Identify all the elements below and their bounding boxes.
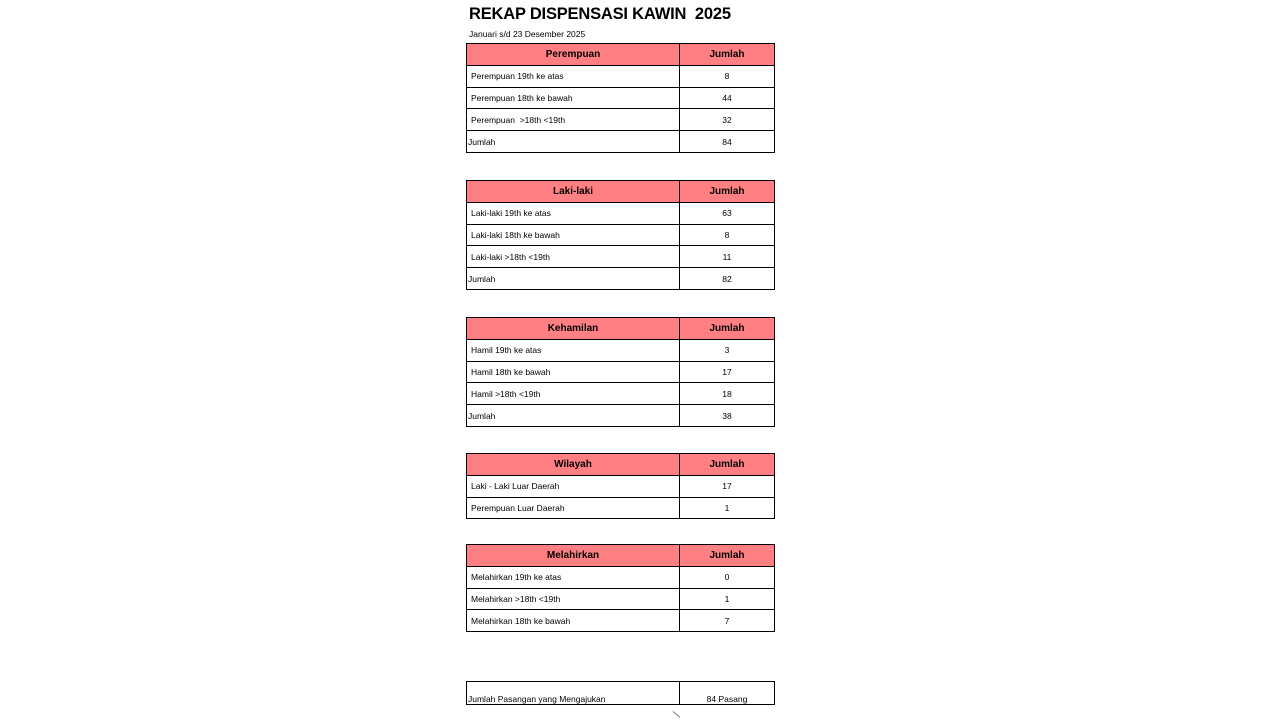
table-header-row (467, 181, 775, 203)
table-header-row (467, 318, 775, 340)
table-row (467, 588, 775, 610)
row-value: 32 (680, 109, 775, 131)
total-value: 84 Pasang (680, 682, 775, 705)
table-header-category: Kehamilan (467, 318, 680, 340)
table-header-jumlah: Jumlah (680, 44, 775, 66)
table-perempuan (466, 43, 775, 153)
table-row (467, 610, 775, 632)
table-total-pasangan (466, 681, 775, 705)
table-header-row (467, 44, 775, 66)
row-value: 44 (680, 87, 775, 109)
table-header-jumlah: Jumlah (680, 181, 775, 203)
row-label: Melahirkan 18th ke bawah (467, 610, 680, 632)
table-row (467, 475, 775, 497)
document-title: REKAP DISPENSASI KAWIN 2025 (469, 5, 731, 23)
table-wilayah (466, 453, 775, 519)
table-row (467, 246, 775, 268)
row-label: Perempuan Luar Daerah (467, 497, 680, 519)
table-header-category: Melahirkan (467, 545, 680, 567)
table-header-jumlah: Jumlah (680, 545, 775, 567)
row-label: Hamil 18th ke bawah (467, 361, 680, 383)
row-value: 11 (680, 246, 775, 268)
table-row (467, 497, 775, 519)
table-row (467, 224, 775, 246)
total-row (467, 682, 775, 705)
row-value: 38 (680, 405, 775, 427)
row-value: 3 (680, 339, 775, 361)
row-label: Perempuan >18th <19th (467, 109, 680, 131)
row-value: 7 (680, 610, 775, 632)
table-header-category: Perempuan (467, 44, 680, 66)
row-label: Laki-laki >18th <19th (467, 246, 680, 268)
table-melahirkan (466, 544, 775, 632)
row-value: 8 (680, 224, 775, 246)
row-label: Jumlah (467, 405, 680, 427)
table-row (467, 361, 775, 383)
table-header-category: Laki-laki (467, 181, 680, 203)
row-value: 8 (680, 65, 775, 87)
table-total-row (467, 131, 775, 153)
table-row (467, 87, 775, 109)
row-value: 82 (680, 268, 775, 290)
table-row (467, 339, 775, 361)
row-label: Laki - Laki Luar Daerah (467, 475, 680, 497)
row-label: Laki-laki 19th ke atas (467, 202, 680, 224)
row-value: 17 (680, 475, 775, 497)
row-label: Laki-laki 18th ke bawah (467, 224, 680, 246)
row-value: 1 (680, 588, 775, 610)
row-label: Perempuan 19th ke atas (467, 65, 680, 87)
row-label: Melahirkan 19th ke atas (467, 566, 680, 588)
document-period: Januari s/d 23 Desember 2025 (469, 29, 586, 39)
row-label: Jumlah (467, 131, 680, 153)
row-value: 84 (680, 131, 775, 153)
row-value: 1 (680, 497, 775, 519)
table-header-row (467, 454, 775, 476)
table-header-jumlah: Jumlah (680, 454, 775, 476)
row-label: Hamil 19th ke atas (467, 339, 680, 361)
table-header-row (467, 545, 775, 567)
table-header-category: Wilayah (467, 454, 680, 476)
row-label: Perempuan 18th ke bawah (467, 87, 680, 109)
row-value: 17 (680, 361, 775, 383)
row-label: Melahirkan >18th <19th (467, 588, 680, 610)
row-label: Hamil >18th <19th (467, 383, 680, 405)
cursor-mark (673, 711, 681, 718)
table-row (467, 202, 775, 224)
table-row (467, 109, 775, 131)
table-header-jumlah: Jumlah (680, 318, 775, 340)
table-total-row (467, 268, 775, 290)
row-value: 18 (680, 383, 775, 405)
row-value: 63 (680, 202, 775, 224)
table-row (467, 566, 775, 588)
table-total-row (467, 405, 775, 427)
table-kehamilan (466, 317, 775, 427)
table-row (467, 65, 775, 87)
row-value: 0 (680, 566, 775, 588)
table-laki-laki (466, 180, 775, 290)
total-label: Jumlah Pasangan yang Mengajukan (467, 682, 680, 705)
row-label: Jumlah (467, 268, 680, 290)
table-row (467, 383, 775, 405)
